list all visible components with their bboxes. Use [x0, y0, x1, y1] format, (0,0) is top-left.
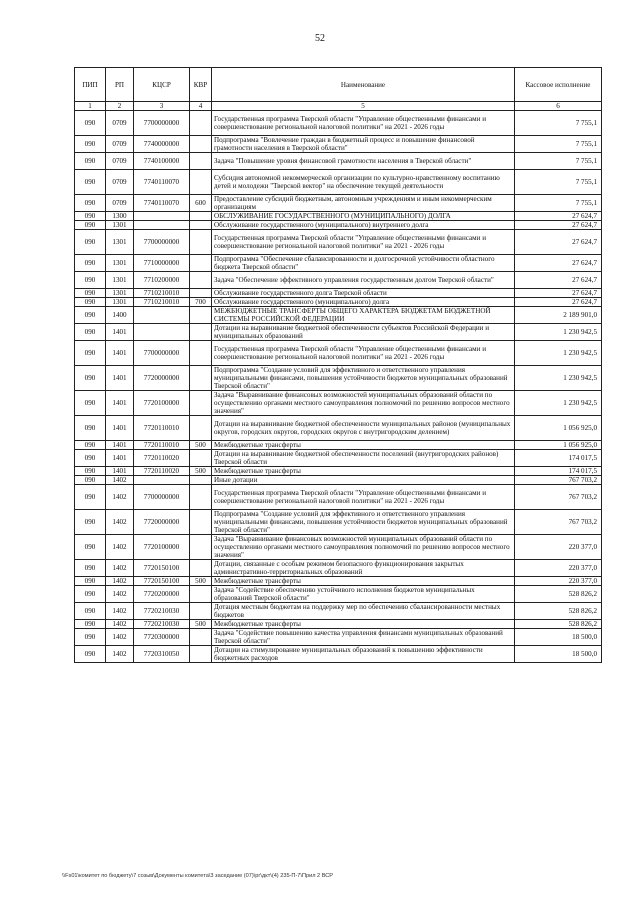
- cell-kcsr: 7720110020: [134, 467, 190, 476]
- column-number: 2: [106, 102, 134, 111]
- cell-kvr: [190, 324, 212, 341]
- cell-amount: 220 377,0: [515, 535, 602, 560]
- cell-kvr: 500: [190, 467, 212, 476]
- cell-kvr: [190, 485, 212, 510]
- cell-name: Задача "Содействие повышению качества управления финансами муниципальных образований Тверской области": [212, 629, 515, 646]
- cell-kcsr: 7720150100: [134, 577, 190, 586]
- header-kvr: КВР: [190, 68, 212, 102]
- cell-kcsr: 7710210010: [134, 298, 190, 307]
- cell-rp: 1401: [106, 391, 134, 416]
- header-kcsr: КЦСР: [134, 68, 190, 102]
- cell-name: Обслуживание государственного (муниципального) долга: [212, 298, 515, 307]
- cell-rp: 1402: [106, 560, 134, 577]
- cell-amount: 7 755,1: [515, 136, 602, 153]
- column-number-row: [75, 102, 602, 111]
- cell-kvr: [190, 272, 212, 289]
- cell-kcsr: [134, 324, 190, 341]
- cell-name: Государственная программа Тверской области "Управление общественными финансами и совершенствование региональной налоговой политики" на 2021 - 2026 годы: [212, 485, 515, 510]
- cell-pip: 090: [75, 221, 106, 230]
- cell-kvr: [190, 603, 212, 620]
- table-header-row: [75, 68, 602, 102]
- cell-rp: 0709: [106, 111, 134, 136]
- cell-pip: 090: [75, 195, 106, 212]
- cell-rp: 1401: [106, 324, 134, 341]
- cell-amount: 7 755,1: [515, 195, 602, 212]
- cell-rp: 0709: [106, 136, 134, 153]
- cell-rp: 1401: [106, 416, 134, 441]
- cell-kcsr: 7720110010: [134, 441, 190, 450]
- cell-pip: 090: [75, 307, 106, 324]
- cell-pip: 090: [75, 535, 106, 560]
- cell-kvr: [190, 586, 212, 603]
- cell-pip: 090: [75, 324, 106, 341]
- table-row: [75, 255, 602, 272]
- table-row: [75, 341, 602, 366]
- cell-kvr: [190, 289, 212, 298]
- cell-rp: 0709: [106, 153, 134, 170]
- cell-name: Предоставление субсидий бюджетным, автономным учреждениям и иным некоммерческим организациям: [212, 195, 515, 212]
- table-row: [75, 272, 602, 289]
- cell-amount: 27 624,7: [515, 230, 602, 255]
- cell-kvr: [190, 510, 212, 535]
- cell-amount: 767 703,2: [515, 485, 602, 510]
- cell-amount: 1 230 942,5: [515, 366, 602, 391]
- table-row: [75, 212, 602, 221]
- cell-rp: 1301: [106, 272, 134, 289]
- cell-name: Государственная программа Тверской области "Управление общественными финансами и совершенствование региональной налоговой политики" на 2021 - 2026 годы: [212, 111, 515, 136]
- cell-kvr: [190, 111, 212, 136]
- cell-kcsr: [134, 221, 190, 230]
- cell-kvr: [190, 416, 212, 441]
- table-row: [75, 476, 602, 485]
- cell-amount: 1 230 942,5: [515, 341, 602, 366]
- table-row: [75, 221, 602, 230]
- cell-pip: 090: [75, 476, 106, 485]
- column-number: 6: [515, 102, 602, 111]
- cell-kcsr: 7740110070: [134, 195, 190, 212]
- cell-pip: 090: [75, 170, 106, 195]
- cell-kcsr: 7720100000: [134, 535, 190, 560]
- cell-name: ОБСЛУЖИВАНИЕ ГОСУДАРСТВЕННОГО (МУНИЦИПАЛЬНОГО) ДОЛГА: [212, 212, 515, 221]
- cell-name: Государственная программа Тверской области "Управление общественными финансами и совершенствование региональной налоговой политики" на 2021 - 2026 годы: [212, 230, 515, 255]
- table-row: [75, 510, 602, 535]
- cell-name: Подпрограмма "Обеспечение сбалансированности и долгосрочной устойчивости областного бюджета Тверской области": [212, 255, 515, 272]
- cell-kvr: 500: [190, 441, 212, 450]
- table-row: [75, 289, 602, 298]
- cell-pip: 090: [75, 629, 106, 646]
- cell-rp: 1402: [106, 586, 134, 603]
- cell-name: Подпрограмма "Вовлечение граждан в бюджетный процесс и повышение финансовой грамотности населения в Тверской области": [212, 136, 515, 153]
- cell-kvr: [190, 646, 212, 663]
- cell-amount: 18 500,0: [515, 646, 602, 663]
- cell-kcsr: 7700000000: [134, 111, 190, 136]
- cell-rp: 1402: [106, 603, 134, 620]
- cell-amount: 7 755,1: [515, 111, 602, 136]
- table-row: [75, 450, 602, 467]
- cell-amount: 27 624,7: [515, 289, 602, 298]
- cell-amount: 18 500,0: [515, 629, 602, 646]
- table-row: [75, 535, 602, 560]
- cell-kvr: [190, 391, 212, 416]
- cell-pip: 090: [75, 586, 106, 603]
- table-row: [75, 441, 602, 450]
- cell-name: Дотация местным бюджетам на поддержку мер по обеспечению сбалансированности местных бюджетов: [212, 603, 515, 620]
- column-number: 5: [212, 102, 515, 111]
- cell-kvr: [190, 153, 212, 170]
- cell-name: Подпрограмма "Создание условий для эффективного и ответственного управления муниципальными финансами, повышения устойчивости бюджетов муниципальных образований Тверской области": [212, 510, 515, 535]
- header-pip: ПИП: [75, 68, 106, 102]
- cell-kcsr: 7720210030: [134, 620, 190, 629]
- table-row: [75, 629, 602, 646]
- cell-amount: 767 703,2: [515, 510, 602, 535]
- cell-kcsr: 7720110020: [134, 450, 190, 467]
- cell-pip: 090: [75, 272, 106, 289]
- cell-kvr: 600: [190, 195, 212, 212]
- cell-kvr: [190, 212, 212, 221]
- table-row: [75, 586, 602, 603]
- cell-kcsr: 7720000000: [134, 366, 190, 391]
- column-number: 3: [134, 102, 190, 111]
- cell-rp: 1401: [106, 366, 134, 391]
- cell-name: Задача "Повышение уровня финансовой грамотности населения в Тверской области": [212, 153, 515, 170]
- cell-kvr: 500: [190, 577, 212, 586]
- cell-rp: 1401: [106, 341, 134, 366]
- cell-amount: 1 230 942,5: [515, 391, 602, 416]
- cell-pip: 090: [75, 111, 106, 136]
- table-row: [75, 366, 602, 391]
- cell-name: Обслуживание государственного долга Тверской области: [212, 289, 515, 298]
- cell-kcsr: 7710210010: [134, 289, 190, 298]
- cell-name: Иные дотации: [212, 476, 515, 485]
- table-row: [75, 560, 602, 577]
- cell-pip: 090: [75, 298, 106, 307]
- cell-kcsr: 7720310050: [134, 646, 190, 663]
- cell-name: Дотации на стимулирование муниципальных образований к повышению эффективности бюджетных расходов: [212, 646, 515, 663]
- cell-rp: 0709: [106, 170, 134, 195]
- cell-rp: 1402: [106, 577, 134, 586]
- cell-kvr: [190, 476, 212, 485]
- column-number: 4: [190, 102, 212, 111]
- cell-kcsr: 7720000000: [134, 510, 190, 535]
- cell-pip: 090: [75, 620, 106, 629]
- cell-pip: 090: [75, 153, 106, 170]
- table-row: [75, 646, 602, 663]
- cell-kcsr: [134, 212, 190, 221]
- header-rp: РП: [106, 68, 134, 102]
- cell-rp: 1402: [106, 620, 134, 629]
- cell-amount: 220 377,0: [515, 560, 602, 577]
- cell-name: Задача "Выравнивание финансовых возможностей муниципальных образований области по осуществлению органами местного самоуправления полномочий по решению вопросов местного значения": [212, 391, 515, 416]
- table-row: [75, 603, 602, 620]
- cell-rp: 1402: [106, 476, 134, 485]
- cell-pip: 090: [75, 646, 106, 663]
- table-row: [75, 136, 602, 153]
- cell-kvr: [190, 170, 212, 195]
- table-row: [75, 307, 602, 324]
- cell-rp: 1300: [106, 212, 134, 221]
- cell-name: Межбюджетные трансферты: [212, 441, 515, 450]
- cell-kvr: [190, 366, 212, 391]
- cell-amount: 27 624,7: [515, 272, 602, 289]
- table-row: [75, 577, 602, 586]
- cell-kcsr: [134, 307, 190, 324]
- cell-pip: 090: [75, 441, 106, 450]
- cell-rp: 1402: [106, 646, 134, 663]
- cell-rp: 1301: [106, 221, 134, 230]
- cell-name: Межбюджетные трансферты: [212, 467, 515, 476]
- cell-pip: 090: [75, 467, 106, 476]
- cell-amount: 27 624,7: [515, 212, 602, 221]
- cell-rp: 1400: [106, 307, 134, 324]
- page-number: 52: [315, 33, 325, 44]
- cell-name: Субсидия автономной некоммерческой организации по культурно-нравственному воспитанию детей и молодежи "Тверской вектор" на обеспечение текущей деятельности: [212, 170, 515, 195]
- cell-pip: 090: [75, 560, 106, 577]
- cell-amount: 1 230 942,5: [515, 324, 602, 341]
- cell-kvr: [190, 230, 212, 255]
- cell-kcsr: 7740000000: [134, 136, 190, 153]
- cell-name: Межбюджетные трансферты: [212, 620, 515, 629]
- budget-table: [74, 67, 602, 663]
- cell-rp: 1402: [106, 629, 134, 646]
- cell-rp: 1301: [106, 298, 134, 307]
- cell-amount: 27 624,7: [515, 298, 602, 307]
- table-row: [75, 230, 602, 255]
- cell-kcsr: 7720210030: [134, 603, 190, 620]
- cell-amount: 27 624,7: [515, 221, 602, 230]
- table-row: [75, 416, 602, 441]
- table-row: [75, 195, 602, 212]
- cell-kcsr: 7710000000: [134, 255, 190, 272]
- cell-kvr: 700: [190, 298, 212, 307]
- cell-kvr: [190, 136, 212, 153]
- cell-pip: 090: [75, 485, 106, 510]
- table-row: [75, 111, 602, 136]
- cell-rp: 1402: [106, 510, 134, 535]
- table-row: [75, 620, 602, 629]
- cell-amount: 2 189 901,0: [515, 307, 602, 324]
- cell-name: Обслуживание государственного (муниципального) внутреннего долга: [212, 221, 515, 230]
- cell-rp: 0709: [106, 195, 134, 212]
- cell-amount: 1 056 925,0: [515, 441, 602, 450]
- cell-rp: 1301: [106, 230, 134, 255]
- cell-amount: 7 755,1: [515, 170, 602, 195]
- table-row: [75, 467, 602, 476]
- cell-name: Дотации на выравнивание бюджетной обеспеченности муниципальных районов (муниципальных округов, городских округов, городских округов с внутригородским делением): [212, 416, 515, 441]
- cell-kcsr: 7700000000: [134, 341, 190, 366]
- cell-kcsr: 7710200000: [134, 272, 190, 289]
- table-body: [75, 111, 602, 663]
- cell-pip: 090: [75, 603, 106, 620]
- cell-amount: 174 017,5: [515, 467, 602, 476]
- cell-kcsr: 7720200000: [134, 586, 190, 603]
- cell-name: Задача "Обеспечение эффективного управления государственным долгом Тверской области": [212, 272, 515, 289]
- cell-name: Дотации на выравнивание бюджетной обеспеченности поселений (внутригородских районов) Тверской области: [212, 450, 515, 467]
- cell-kvr: [190, 255, 212, 272]
- cell-pip: 090: [75, 391, 106, 416]
- cell-amount: 27 624,7: [515, 255, 602, 272]
- cell-kcsr: 7740110070: [134, 170, 190, 195]
- cell-amount: 528 826,2: [515, 620, 602, 629]
- cell-amount: 528 826,2: [515, 586, 602, 603]
- cell-kcsr: 7720100000: [134, 391, 190, 416]
- cell-pip: 090: [75, 136, 106, 153]
- file-path-footer: \\Fs01\комитет по бюджету\7 созыв\Документы комитета\3 заседание (07)\рг\дкт\(4) 235-П-7\Прил 2 ВСР: [62, 873, 334, 879]
- cell-name: Межбюджетные трансферты: [212, 577, 515, 586]
- cell-kcsr: [134, 476, 190, 485]
- table-row: [75, 170, 602, 195]
- cell-name: Подпрограмма "Создание условий для эффективного и ответственного управления муниципальными финансами, повышения устойчивости бюджетов муниципальных образований Тверской области": [212, 366, 515, 391]
- header-amount: Кассовое исполнение: [515, 68, 602, 102]
- cell-kvr: [190, 629, 212, 646]
- cell-pip: 090: [75, 416, 106, 441]
- cell-kcsr: 7700000000: [134, 485, 190, 510]
- cell-name: Дотации на выравнивание бюджетной обеспеченности субъектов Российской Федерации и муниципальных образований: [212, 324, 515, 341]
- cell-kvr: [190, 450, 212, 467]
- cell-kcsr: 7740100000: [134, 153, 190, 170]
- cell-rp: 1301: [106, 255, 134, 272]
- cell-pip: 090: [75, 341, 106, 366]
- cell-pip: 090: [75, 230, 106, 255]
- header-name: Наименование: [212, 68, 515, 102]
- table-row: [75, 391, 602, 416]
- cell-kcsr: 7700000000: [134, 230, 190, 255]
- cell-pip: 090: [75, 510, 106, 535]
- cell-rp: 1402: [106, 535, 134, 560]
- cell-pip: 090: [75, 212, 106, 221]
- cell-rp: 1401: [106, 441, 134, 450]
- cell-kcsr: 7720300000: [134, 629, 190, 646]
- cell-kvr: [190, 221, 212, 230]
- cell-kvr: [190, 560, 212, 577]
- cell-amount: 220 377,0: [515, 577, 602, 586]
- column-number: 1: [75, 102, 106, 111]
- cell-name: Задача "Выравнивание финансовых возможностей муниципальных образований области по осуществлению органами местного самоуправления полномочий по решению вопросов местного значения": [212, 535, 515, 560]
- cell-amount: 767 703,2: [515, 476, 602, 485]
- cell-rp: 1401: [106, 467, 134, 476]
- cell-amount: 1 056 925,0: [515, 416, 602, 441]
- cell-pip: 090: [75, 366, 106, 391]
- cell-kcsr: 7720150100: [134, 560, 190, 577]
- table-row: [75, 298, 602, 307]
- cell-name: Государственная программа Тверской области "Управление общественными финансами и совершенствование региональной налоговой политики" на 2021 - 2026 годы: [212, 341, 515, 366]
- cell-pip: 090: [75, 577, 106, 586]
- cell-rp: 1402: [106, 485, 134, 510]
- cell-rp: 1301: [106, 289, 134, 298]
- cell-kvr: [190, 535, 212, 560]
- cell-kcsr: 7720110010: [134, 416, 190, 441]
- cell-kvr: [190, 341, 212, 366]
- cell-amount: 7 755,1: [515, 153, 602, 170]
- table-row: [75, 485, 602, 510]
- cell-pip: 090: [75, 255, 106, 272]
- cell-amount: 528 826,2: [515, 603, 602, 620]
- cell-amount: 174 017,5: [515, 450, 602, 467]
- cell-name: Дотации, связанные с особым режимом безопасного функционирования закрытых административно-территориальных образований: [212, 560, 515, 577]
- cell-kvr: [190, 307, 212, 324]
- cell-rp: 1401: [106, 450, 134, 467]
- table-row: [75, 324, 602, 341]
- cell-kvr: 500: [190, 620, 212, 629]
- cell-pip: 090: [75, 450, 106, 467]
- cell-name: МЕЖБЮДЖЕТНЫЕ ТРАНСФЕРТЫ ОБЩЕГО ХАРАКТЕРА БЮДЖЕТАМ БЮДЖЕТНОЙ СИСТЕМЫ РОССИЙСКОЙ ФЕДЕРАЦИИ: [212, 307, 515, 324]
- table-row: [75, 153, 602, 170]
- cell-pip: 090: [75, 289, 106, 298]
- cell-name: Задача "Содействие обеспечению устойчивого исполнения бюджетов муниципальных образований Тверской области": [212, 586, 515, 603]
